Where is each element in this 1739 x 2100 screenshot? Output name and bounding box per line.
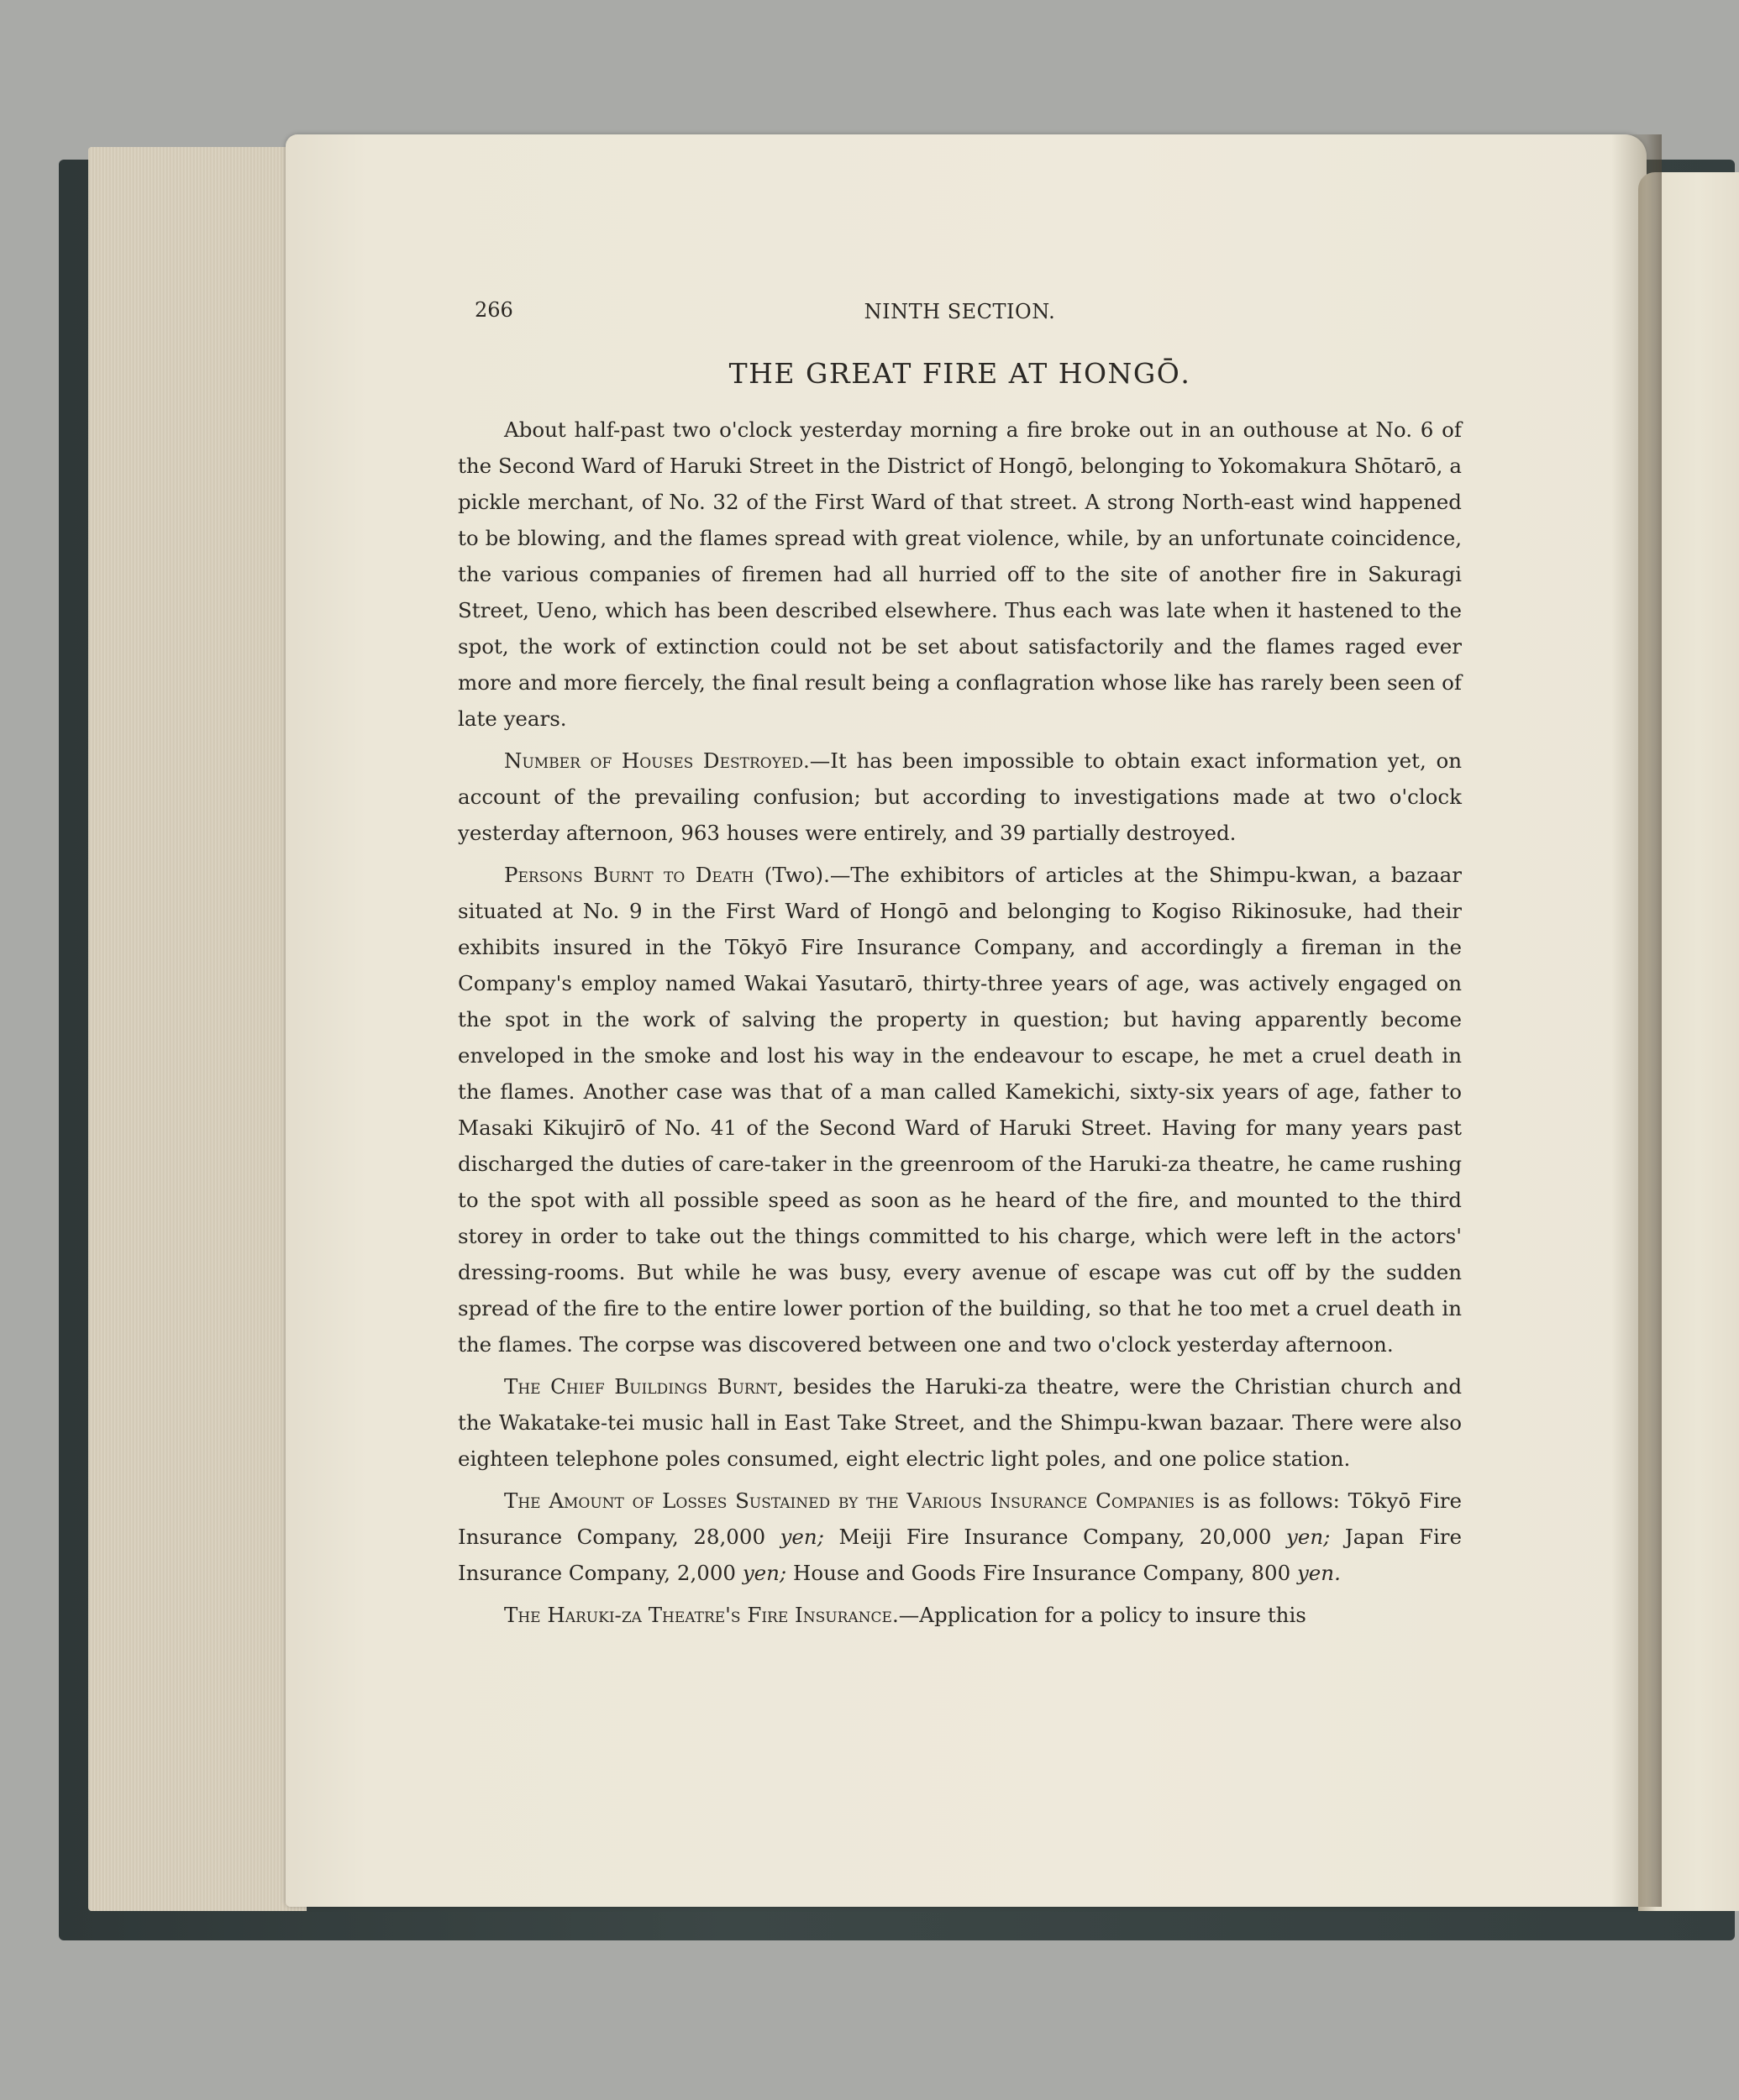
- paragraph-text: House and Goods Fire Insurance Company, 800: [786, 1561, 1297, 1585]
- page-content: [458, 298, 1462, 1639]
- paragraph-lead: The Chief Buildings Burnt: [504, 1374, 777, 1399]
- page-number: 266: [475, 298, 513, 322]
- paragraph-text: (Two).—The exhibitors of articles at the Shimpu-kwan, a bazaar situated at No. 9 in the First Ward of Hongō and belonging to Kogiso Rikinosuke, had their exhibits insured in the Tōkyō Fire Insurance Company, and accordingly a fireman in the Company's employ named Wakai Yasutarō, thirty-three years of age, was actively engaged on the spot in the work of salving the property in question; but having apparently become enveloped in the smoke and lost his way in the endeavour to escape, he met a cruel death in the flames. Another case was that of a man called Kamekichi, sixty-six years of age, father to Masaki Kikujirō of No. 41 of the Second Ward of Haruki Street. Having for many years past discharged the duties of care-taker in the greenroom of the Haruki-za theatre, he came rushing to the spot with all possible speed as soon as he heard of the fire, and mounted to the third storey in order to take out the things committed to his charge, which were left in the actors' dressing-rooms. But while he was busy, every avenue of escape was cut off by the sudden spread of the fire to the entire lower portion of the building, so that he too met a cruel death in the flames. The corpse was discovered between one and two o'clock yesterday afternoon.: [458, 863, 1462, 1357]
- running-head: [458, 298, 1462, 332]
- paragraph-persons-burnt: [458, 857, 1462, 1362]
- paragraph-houses-destroyed: [458, 743, 1462, 851]
- paragraph-theatre-insurance: [458, 1597, 1462, 1633]
- paragraph-text: —It has been impossible to obtain exact information yet, on account of the prevailing confusion; but according to investigations made at two o'clock yesterday afternoon, 963 houses were entirely, and 39 partially destroyed.: [458, 748, 1462, 845]
- paragraph-text: —Application for a policy to insure this: [898, 1603, 1306, 1627]
- paragraph-text: is as follows: Tōkyō Fire Insurance Company, 28,000: [458, 1488, 1462, 1549]
- paragraph-intro: [458, 412, 1462, 737]
- paragraph-text: Japan Fire Insurance Company, 2,000: [458, 1525, 1462, 1585]
- paragraph-text: About half-past two o'clock yesterday morning a fire broke out in an outhouse at No. 6 of the Second Ward of Haruki Street in the District of Hongō, belonging to Yokomakura Shōtarō, a pickle merchant, of No. 32 of the First Ward of that street. A strong North-east wind happened to be blowing, and the flames spread with great violence, while, by an unfortunate coincidence, the various companies of firemen had all hurried off to the site of another fire in Sakuragi Street, Ueno, which has been described elsewhere. Thus each was late when it hastened to the spot, the work of extinction could not be set about satisfactorily and the flames raged ever more and more fiercely, the final result being a conflagration whose like has rarely been seen of late years.: [458, 417, 1462, 731]
- page-edges: [88, 147, 307, 1911]
- paragraph-lead: The Haruki-za Theatre's Fire Insurance.: [504, 1603, 899, 1627]
- paragraph-text: , besides the Haruki-za theatre, were the Christian church and the Wakatake-tei music hall in East Take Street, and the Shimpu-kwan bazaar. There were also eighteen telephone poles consumed, eight electric light poles, and one police station.: [458, 1374, 1462, 1471]
- section-title: NINTH SECTION.: [864, 300, 1056, 323]
- currency-yen: yen;: [1286, 1525, 1331, 1549]
- currency-yen: yen.: [1296, 1561, 1341, 1585]
- page-gutter-shadow: [1611, 134, 1662, 1907]
- paragraph-lead: The Amount of Losses Sustained by the Various Insurance Companies: [504, 1488, 1195, 1513]
- paragraph-insurance-losses: [458, 1483, 1462, 1591]
- currency-yen: yen;: [742, 1561, 787, 1585]
- paragraph-lead: Number of Houses Destroyed.: [504, 748, 810, 773]
- article-heading: THE GREAT FIRE AT HONGŌ.: [728, 357, 1191, 390]
- paragraph-buildings-burnt: [458, 1368, 1462, 1477]
- paragraph-text: Meiji Fire Insurance Company, 20,000: [823, 1525, 1287, 1549]
- currency-yen: yen;: [780, 1525, 824, 1549]
- paragraph-lead: Persons Burnt to Death: [504, 863, 754, 887]
